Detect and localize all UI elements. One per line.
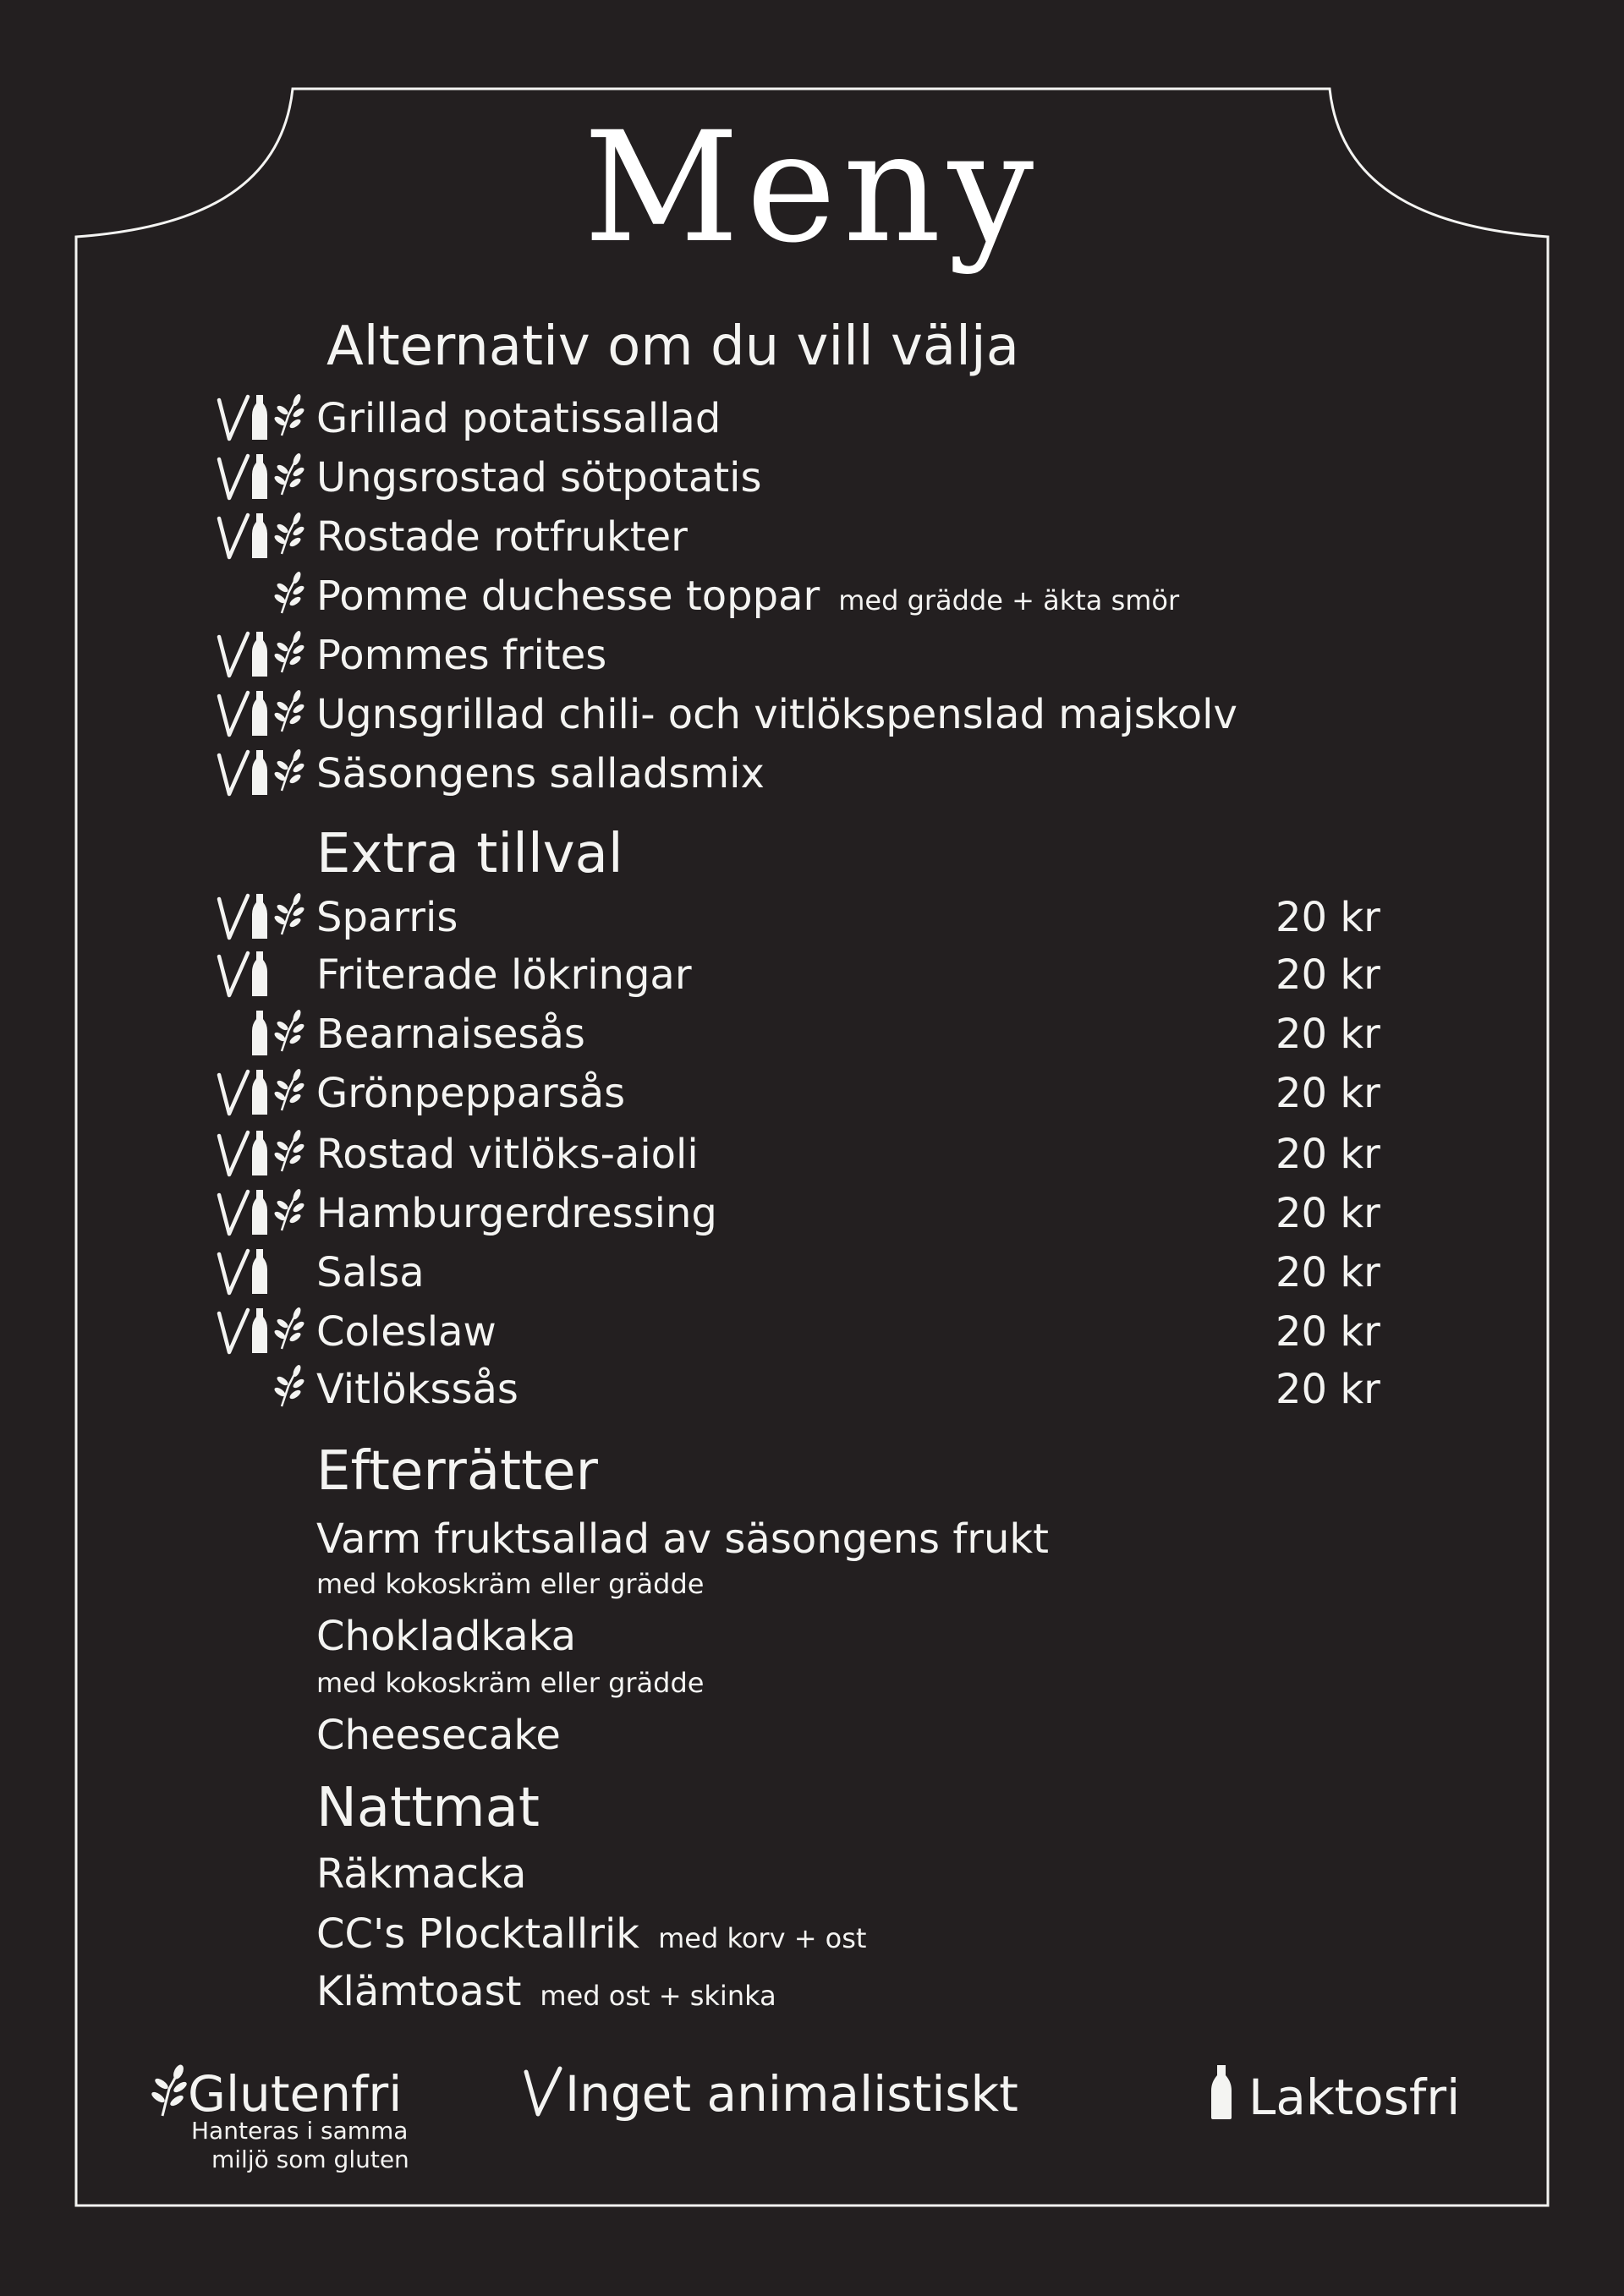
item-icons <box>216 630 317 681</box>
item-icons <box>216 1009 317 1060</box>
gluten-free-icon <box>273 630 305 674</box>
vegan-icon <box>216 1129 251 1178</box>
vegan-icon <box>216 512 251 561</box>
item-icons <box>216 1514 317 1564</box>
price: 20 kr <box>1276 894 1380 941</box>
gluten-free-icon <box>273 892 305 936</box>
gluten-free-icon <box>273 1129 305 1173</box>
price: 20 kr <box>1276 1249 1380 1296</box>
vegan-icon <box>216 689 251 738</box>
price: 20 kr <box>1276 1070 1380 1117</box>
list-item: Chokladkaka <box>316 1613 577 1660</box>
list-item: Hamburgerdressing <box>316 1190 717 1237</box>
gluten-free-icon <box>273 1068 305 1112</box>
vegan-icon <box>216 630 251 679</box>
lactose-free-icon <box>250 1129 270 1178</box>
section-heading-nattmat: Nattmat <box>316 1777 540 1839</box>
lactose-free-icon <box>250 1009 270 1058</box>
lactose-free-icon <box>250 630 270 679</box>
lactose-free-icon <box>250 892 270 941</box>
item-icons <box>216 1909 317 1959</box>
list-item: Varm fruktsallad av säsongens frukt <box>316 1515 1049 1563</box>
lactose-free-icon <box>250 393 270 442</box>
list-item: Coleslaw <box>316 1308 497 1356</box>
legend-glutenfri-note: miljö som gluten <box>211 2145 409 2173</box>
item-icons <box>216 748 317 799</box>
list-item: Klämtoast med ost + skinka <box>316 1968 776 2015</box>
gluten-free-icon <box>273 689 305 733</box>
list-item: Cheesecake <box>316 1712 561 1759</box>
list-item: Rostade rotfrukter <box>316 513 688 561</box>
list-item: Pommes frites <box>316 632 607 679</box>
gluten-free-icon <box>151 2063 188 2118</box>
vegan-icon <box>216 452 251 501</box>
item-icons <box>216 689 317 740</box>
legend-laktosfri: Laktosfri <box>1208 2063 1460 2127</box>
lactose-free-icon <box>250 1188 270 1237</box>
item-icons <box>216 1129 317 1180</box>
gluten-free-icon <box>273 1188 305 1232</box>
item-icons <box>216 892 317 943</box>
legend-glutenfri-note: Hanteras i samma <box>191 2117 409 2145</box>
vegan-icon <box>523 2063 565 2118</box>
price: 20 kr <box>1276 951 1380 999</box>
list-item: Säsongens salladsmix <box>316 750 765 797</box>
vegan-icon <box>216 1307 251 1356</box>
gluten-free-icon <box>273 452 305 496</box>
price: 20 kr <box>1276 1366 1380 1413</box>
price: 20 kr <box>1276 1308 1380 1356</box>
item-icons <box>216 393 317 444</box>
item-icons <box>216 512 317 562</box>
section-heading-efterratter: Efterrätter <box>316 1440 598 1503</box>
gluten-free-icon <box>273 571 305 615</box>
price: 20 kr <box>1276 1190 1380 1237</box>
section-heading-extra: Extra tillval <box>316 823 623 885</box>
list-item: Grönpepparsås <box>316 1070 626 1117</box>
price: 20 kr <box>1276 1011 1380 1058</box>
item-description: med kokoskräm eller grädde <box>316 1667 705 1699</box>
list-item: Ugnsgrillad chili- och vitlökspenslad majskolv <box>316 691 1237 738</box>
list-item: Vitlökssås <box>316 1366 518 1413</box>
gluten-free-icon <box>273 1364 305 1408</box>
item-icons <box>216 1307 317 1357</box>
item-icons <box>216 950 317 1000</box>
list-item: Bearnaisesås <box>316 1011 585 1058</box>
gluten-free-icon <box>273 1009 305 1053</box>
list-item: Friterade lökringar <box>316 951 692 999</box>
gluten-free-icon <box>273 393 305 437</box>
item-icons <box>216 1068 317 1119</box>
list-item: CC's Plocktallrik med korv + ost <box>316 1910 867 1958</box>
lactose-free-icon <box>250 689 270 738</box>
list-item: Salsa <box>316 1249 425 1296</box>
lactose-free-icon <box>250 748 270 797</box>
list-item: Grillad potatissallad <box>316 395 721 442</box>
gluten-free-icon <box>273 748 305 792</box>
vegan-icon <box>216 393 251 442</box>
lactose-free-icon <box>250 1307 270 1356</box>
item-description: med kokoskräm eller grädde <box>316 1568 705 1600</box>
lactose-free-icon <box>250 1068 270 1117</box>
vegan-icon <box>216 748 251 797</box>
item-icons <box>216 1247 317 1298</box>
lactose-free-icon <box>250 452 270 501</box>
vegan-icon <box>216 1068 251 1117</box>
item-icons <box>216 1188 317 1239</box>
section-heading-alternativ: Alternativ om du vill välja <box>326 315 1019 378</box>
list-item: Rostad vitlöks-aioli <box>316 1131 699 1178</box>
vegan-icon <box>216 950 251 999</box>
item-icons <box>216 1364 317 1415</box>
price: 20 kr <box>1276 1131 1380 1178</box>
list-item: Pomme duchesse toppar med grädde + äkta smör <box>316 573 1180 620</box>
list-item: Ungsrostad sötpotatis <box>316 454 762 501</box>
item-icons <box>216 452 317 503</box>
lactose-free-icon <box>1208 2063 1235 2121</box>
list-item: Sparris <box>316 894 458 941</box>
lactose-free-icon <box>250 950 270 999</box>
legend-glutenfri: Glutenfri <box>151 2063 402 2123</box>
menu-title: Meny <box>583 100 1041 277</box>
vegan-icon <box>216 892 251 941</box>
lactose-free-icon <box>250 1247 270 1296</box>
legend-vegan: Inget animalistiskt <box>523 2063 1018 2123</box>
gluten-free-icon <box>273 512 305 556</box>
item-icons <box>216 571 317 622</box>
vegan-icon <box>216 1188 251 1237</box>
list-item: Räkmacka <box>316 1850 527 1898</box>
gluten-free-icon <box>273 1307 305 1351</box>
lactose-free-icon <box>250 512 270 561</box>
vegan-icon <box>216 1247 251 1296</box>
